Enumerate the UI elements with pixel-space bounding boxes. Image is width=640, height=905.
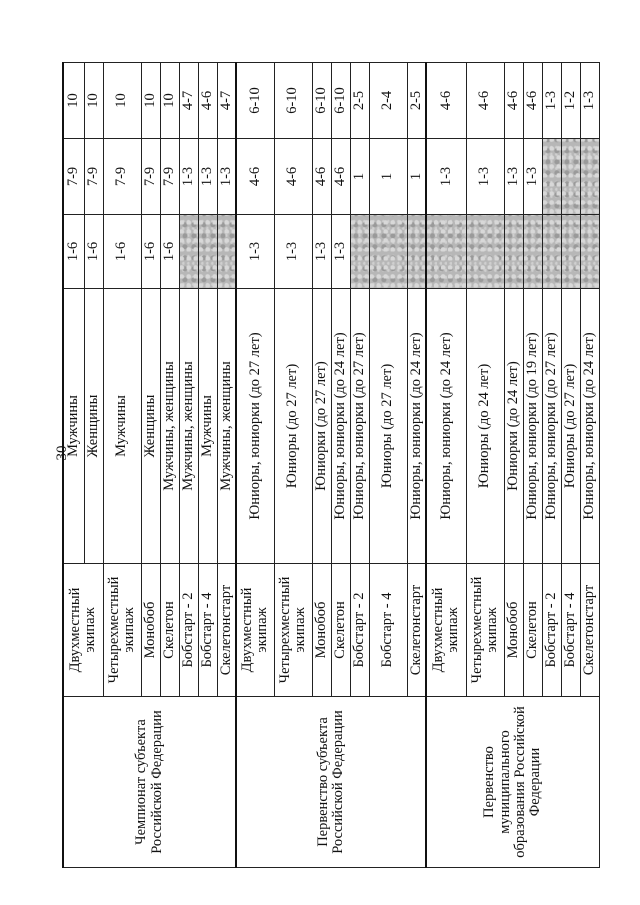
participants-cell: Юниоры (до 27 лет) — [561, 289, 580, 564]
places-col3-cell: 6-10 — [312, 63, 331, 139]
places-col3-cell: 4-7 — [179, 63, 198, 139]
places-col1-cell: 1-3 — [331, 215, 350, 289]
places-col3-cell: 2-5 — [407, 63, 426, 139]
discipline-cell: Бобстарт - 4 — [198, 564, 217, 697]
places-col1-cell: 1-6 — [103, 215, 141, 289]
rotated-table-sheet — [62, 63, 640, 858]
participants-cell: Мужчины, женщины — [217, 289, 236, 564]
discipline-cell: Скелетон — [523, 564, 542, 697]
participants-cell: Мужчины, женщины — [179, 289, 198, 564]
places-col3-cell: 10 — [103, 63, 141, 139]
places-col2-cell: 1 — [369, 139, 407, 215]
places-col2-cell: 1-3 — [504, 139, 523, 215]
participants-cell: Юниоры (до 24 лет) — [466, 289, 504, 564]
places-col3-cell: 6-10 — [274, 63, 312, 139]
participants-cell: Юниоры (до 27 лет) — [274, 289, 312, 564]
event-cell: Первенство субъекта Российской Федерации — [236, 697, 426, 868]
participants-cell: Женщины — [84, 289, 103, 564]
participants-cell: Женщины — [141, 289, 160, 564]
discipline-cell: Монобоб — [141, 564, 160, 697]
places-col1-cell — [466, 215, 504, 289]
places-col2-cell — [561, 139, 580, 215]
places-col1-cell — [217, 215, 236, 289]
places-col2-cell: 7-9 — [84, 139, 103, 215]
places-col3-cell: 2-5 — [350, 63, 369, 139]
places-col3-cell: 4-6 — [504, 63, 523, 139]
places-col3-cell: 2-4 — [369, 63, 407, 139]
places-col2-cell: 1-3 — [179, 139, 198, 215]
participants-cell: Мужчины — [103, 289, 141, 564]
places-col2-cell: 4-6 — [331, 139, 350, 215]
discipline-cell: Бобстарт - 2 — [179, 564, 198, 697]
event-cell: Чемпионат субъекта Российской Федерации — [63, 697, 236, 868]
table-row — [236, 63, 274, 868]
places-col3-cell: 6-10 — [331, 63, 350, 139]
discipline-cell: Скелетон — [160, 564, 179, 697]
places-col1-cell: 1-6 — [160, 215, 179, 289]
places-col3-cell: 4-6 — [426, 63, 466, 139]
participants-cell: Юниоры, юниорки (до 27 лет) — [350, 289, 369, 564]
places-col1-cell — [580, 215, 599, 289]
places-col3-cell: 1-3 — [542, 63, 561, 139]
places-col3-cell: 4-7 — [217, 63, 236, 139]
places-col2-cell: 1-3 — [426, 139, 466, 215]
places-col2-cell: 1 — [407, 139, 426, 215]
places-col1-cell — [407, 215, 426, 289]
places-col2-cell: 7-9 — [63, 139, 84, 215]
places-col1-cell: 1-6 — [84, 215, 103, 289]
places-col2-cell: 4-6 — [236, 139, 274, 215]
places-col2-cell: 4-6 — [312, 139, 331, 215]
discipline-cell: Монобоб — [312, 564, 331, 697]
places-col1-cell: 1-3 — [274, 215, 312, 289]
participants-cell: Юниоры, юниорки (до 24 лет) — [580, 289, 599, 564]
participants-cell: Юниорки (до 27 лет) — [312, 289, 331, 564]
places-col2-cell — [580, 139, 599, 215]
discipline-cell: Четырехместный экипаж — [466, 564, 504, 697]
places-col3-cell: 4-6 — [198, 63, 217, 139]
places-col1-cell: 1-6 — [141, 215, 160, 289]
places-col1-cell: 1-6 — [63, 215, 84, 289]
places-col3-cell: 4-6 — [466, 63, 504, 139]
participants-cell: Юниоры, юниорки (до 19 лет) — [523, 289, 542, 564]
places-col2-cell: 7-9 — [160, 139, 179, 215]
places-col1-cell — [369, 215, 407, 289]
places-col3-cell: 10 — [160, 63, 179, 139]
participants-cell: Юниоры, юниорки (до 24 лет) — [331, 289, 350, 564]
places-col2-cell: 7-9 — [141, 139, 160, 215]
participants-cell: Юниоры, юниорки (до 24 лет) — [426, 289, 466, 564]
places-col1-cell — [561, 215, 580, 289]
participants-cell: Юниоры, юниорки (до 27 лет) — [542, 289, 561, 564]
places-col3-cell: 10 — [63, 63, 84, 139]
places-col3-cell: 6-10 — [236, 63, 274, 139]
places-col2-cell — [542, 139, 561, 215]
discipline-cell: Четырехместный экипаж — [274, 564, 312, 697]
discipline-cell: Двухместный экипаж — [63, 564, 103, 697]
page-number: 30 — [53, 445, 70, 461]
places-col3-cell: 1-3 — [580, 63, 599, 139]
places-col1-cell — [426, 215, 466, 289]
places-col2-cell: 1 — [350, 139, 369, 215]
discipline-cell: Бобстарт - 4 — [561, 564, 580, 697]
places-col1-cell — [542, 215, 561, 289]
places-col2-cell: 1-3 — [523, 139, 542, 215]
participants-cell: Юниоры, юниорки (до 27 лет) — [236, 289, 274, 564]
places-col2-cell: 4-6 — [274, 139, 312, 215]
places-col1-cell: 1-3 — [312, 215, 331, 289]
participants-cell: Мужчины — [63, 289, 84, 564]
discipline-cell: Четырехместный экипаж — [103, 564, 141, 697]
places-col1-cell: 1-3 — [236, 215, 274, 289]
places-col1-cell — [523, 215, 542, 289]
discipline-cell: Скелетон — [331, 564, 350, 697]
places-col2-cell: 1-3 — [466, 139, 504, 215]
participants-cell: Мужчины — [198, 289, 217, 564]
table-row — [426, 63, 466, 868]
places-col3-cell: 1-2 — [561, 63, 580, 139]
discipline-cell: Скелетонстарт — [580, 564, 599, 697]
places-col2-cell: 7-9 — [103, 139, 141, 215]
places-col1-cell — [179, 215, 198, 289]
discipline-cell: Монобоб — [504, 564, 523, 697]
places-col3-cell: 4-6 — [523, 63, 542, 139]
places-col1-cell — [504, 215, 523, 289]
ranking-table — [62, 62, 600, 868]
places-col1-cell — [198, 215, 217, 289]
discipline-cell: Двухместный экипаж — [236, 564, 274, 697]
places-col3-cell: 10 — [141, 63, 160, 139]
places-col2-cell: 1-3 — [198, 139, 217, 215]
table-rotation-wrapper — [62, 63, 597, 868]
discipline-cell: Скелетонстарт — [407, 564, 426, 697]
table-row — [63, 63, 84, 868]
event-cell: Первенство муниципального образования Российской Федерации — [426, 697, 599, 868]
discipline-cell: Двухместный экипаж — [426, 564, 466, 697]
discipline-cell: Скелетонстарт — [217, 564, 236, 697]
places-col2-cell: 1-3 — [217, 139, 236, 215]
participants-cell: Юниорки (до 24 лет) — [504, 289, 523, 564]
places-col3-cell: 10 — [84, 63, 103, 139]
discipline-cell: Бобстарт - 4 — [369, 564, 407, 697]
places-col1-cell — [350, 215, 369, 289]
participants-cell: Юниоры (до 27 лет) — [369, 289, 407, 564]
participants-cell: Мужчины, женщины — [160, 289, 179, 564]
discipline-cell: Бобстарт - 2 — [350, 564, 369, 697]
discipline-cell: Бобстарт - 2 — [542, 564, 561, 697]
participants-cell: Юниоры, юниорки (до 24 лет) — [407, 289, 426, 564]
